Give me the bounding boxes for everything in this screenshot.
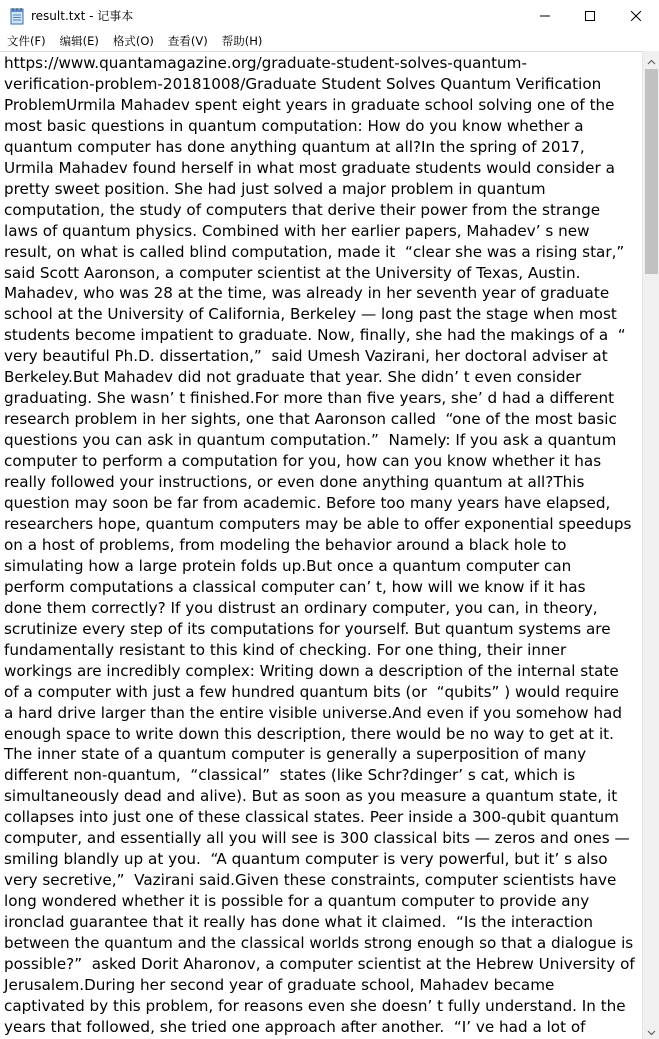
scroll-down-button[interactable]: [643, 1022, 659, 1039]
menu-edit[interactable]: 编辑(E): [59, 34, 99, 48]
text-line[interactable]: years that followed, she tried one approach after another. “I’ ve had a lot of: [4, 1017, 586, 1036]
text-line[interactable]: really followed your instructions, or even done anything quantum at all?This: [4, 473, 585, 492]
text-line[interactable]: a hard drive larger than the entire visible universe.And even if you somehow had: [4, 703, 622, 722]
text-line[interactable]: graduating. She wasn’ t finished.For more than five years, she’ d had a different: [4, 389, 615, 408]
text-line[interactable]: long wondered whether it is possible for a quantum computer to provide any: [4, 892, 590, 911]
close-button[interactable]: [613, 0, 659, 30]
menu-format[interactable]: 格式(O): [112, 34, 154, 48]
text-line[interactable]: simulating how a large protein folds up.But once a quantum computer can: [4, 556, 572, 575]
vertical-scrollbar[interactable]: [642, 51, 659, 1039]
text-line[interactable]: done them correctly? If you distrust an ordinary computer, you can, in theory,: [4, 598, 598, 617]
text-line[interactable]: computer to perform a computation for you, how can you know whether it has: [4, 452, 602, 471]
scrollbar-thumb[interactable]: [645, 69, 658, 274]
notepad-icon: [9, 7, 25, 25]
text-line[interactable]: questions you can ask in quantum computation.” Namely: If you ask a quantum: [4, 431, 617, 450]
scroll-up-button[interactable]: [643, 51, 659, 68]
text-line[interactable]: fundamentally resistant to this kind of checking. For one thing, their inner: [4, 640, 567, 659]
menu-file[interactable]: 文件(F): [7, 34, 46, 48]
text-line[interactable]: smiling blandly up at you. “A quantum computer is very powerful, but it’ s also: [4, 850, 608, 869]
text-line[interactable]: verification-problem-20181008/Graduate Student Solves Quantum Verification: [4, 74, 602, 93]
minimize-icon: [540, 6, 550, 25]
text-line[interactable]: most basic questions in quantum computation: How do you know whether a: [4, 116, 584, 135]
text-line[interactable]: very beautiful Ph.D. dissertation,” said Umesh Vazirani, her doctoral adviser at: [4, 347, 608, 366]
minimize-button[interactable]: [522, 0, 568, 30]
text-line[interactable]: researchers hope, quantum computers may be able to offer exponential speedups: [4, 514, 632, 533]
text-line[interactable]: research problem in her sights, one that Aaronson called “one of the most basic: [4, 410, 617, 429]
text-line[interactable]: students become impatient to graduate. Now, finally, she had the makings of a “: [4, 326, 626, 345]
text-line[interactable]: Berkeley.But Mahadev did not graduate that year. She didn’ t even consider: [4, 368, 582, 387]
menu-help[interactable]: 帮助(H): [221, 34, 263, 48]
text-line[interactable]: said Scott Aaronson, a computer scientist at the University of Texas, Austin.: [4, 263, 581, 282]
text-editor[interactable]: [0, 51, 642, 1039]
text-line[interactable]: laws of quantum physics. Combined with her earlier papers, Mahadev’ s new: [4, 221, 590, 240]
text-line[interactable]: question may soon be far from academic. Before too many years have elapsed,: [4, 494, 611, 513]
title-bar: [0, 0, 659, 32]
text-line[interactable]: very secretive,” Vazirani said.Given these constraints, computer scientists have: [4, 871, 617, 890]
maximize-button[interactable]: [567, 0, 613, 30]
text-line[interactable]: possible?” asked Dorit Aharonov, a computer scientist at the Hebrew University of: [4, 954, 635, 973]
text-line[interactable]: Mahadev, who was 28 at the time, was already in her seventh year of graduate: [4, 284, 610, 303]
text-line[interactable]: scrutinize every step of its computations for yourself. But quantum systems are: [4, 619, 611, 638]
text-line[interactable]: pretty sweet position. She had just solved a major problem in quantum: [4, 179, 546, 198]
text-line[interactable]: school at the University of California, Berkeley — long past the stage when most: [4, 305, 617, 324]
text-line[interactable]: https://www.quantamagazine.org/graduate-student-solves-quantum-: [4, 54, 527, 72]
text-line[interactable]: Jerusalem.During her second year of graduate school, Mahadev became: [4, 975, 555, 994]
text-line[interactable]: simultaneously dead and alive). But as soon as you measure a quantum state, it: [4, 787, 618, 806]
menu-bar: [0, 32, 659, 51]
text-line[interactable]: The inner state of a quantum computer is generally a superposition of many: [4, 745, 587, 764]
close-icon: [631, 6, 641, 25]
text-line[interactable]: Urmila Mahadev found herself in what most graduate students would consider a: [4, 158, 615, 177]
text-line[interactable]: ironclad guarantee that it really has done what it claimed. “Is the interaction: [4, 913, 593, 932]
text-line[interactable]: enough space to write down this description, there would be no way to get at it.: [4, 724, 614, 743]
text-line[interactable]: perform computations a classical computer can’ t, how will we know if it has: [4, 577, 586, 596]
text-line[interactable]: result, on what is called blind computation, made it “clear she was a rising star,”: [4, 242, 625, 261]
text-line[interactable]: between the quantum and the classical worlds strong enough so that a dialogue is: [4, 934, 634, 953]
menu-view[interactable]: 查看(V): [167, 34, 208, 48]
text-line[interactable]: captivated by this problem, for reasons even she doesn’ t fully understand. In the: [4, 996, 626, 1015]
text-line[interactable]: quantum computer has done anything quantum at all?In the spring of 2017,: [4, 137, 585, 156]
text-line[interactable]: collapses into just one of these classical states. Peer inside a 300-qubit quantum: [4, 808, 619, 827]
text-line[interactable]: on a host of problems, from modeling the behavior around a black hole to: [4, 535, 567, 554]
text-line[interactable]: ProblemUrmila Mahadev spent eight years in graduate school solving one of the: [4, 95, 615, 114]
window-title: result.txt - 记事本: [31, 9, 134, 23]
text-line[interactable]: computer, and essentially all you will see is 300 classical bits — zeros and ones —: [4, 829, 630, 848]
chevron-up-icon: [647, 50, 656, 69]
text-line[interactable]: different non-quantum, “classical” states (like Schr?dinger’ s cat, which is: [4, 766, 576, 785]
document-text[interactable]: [0, 52, 640, 1038]
text-line[interactable]: of a computer with just a few hundred quantum bits (or “qubits” ) would require: [4, 682, 619, 701]
text-line[interactable]: computation, the study of computers that derive their power from the strange: [4, 200, 601, 219]
text-line[interactable]: workings are incredibly complex: Writing down a description of the internal state: [4, 661, 619, 680]
maximize-icon: [585, 6, 595, 25]
chevron-down-icon: [647, 1021, 656, 1039]
